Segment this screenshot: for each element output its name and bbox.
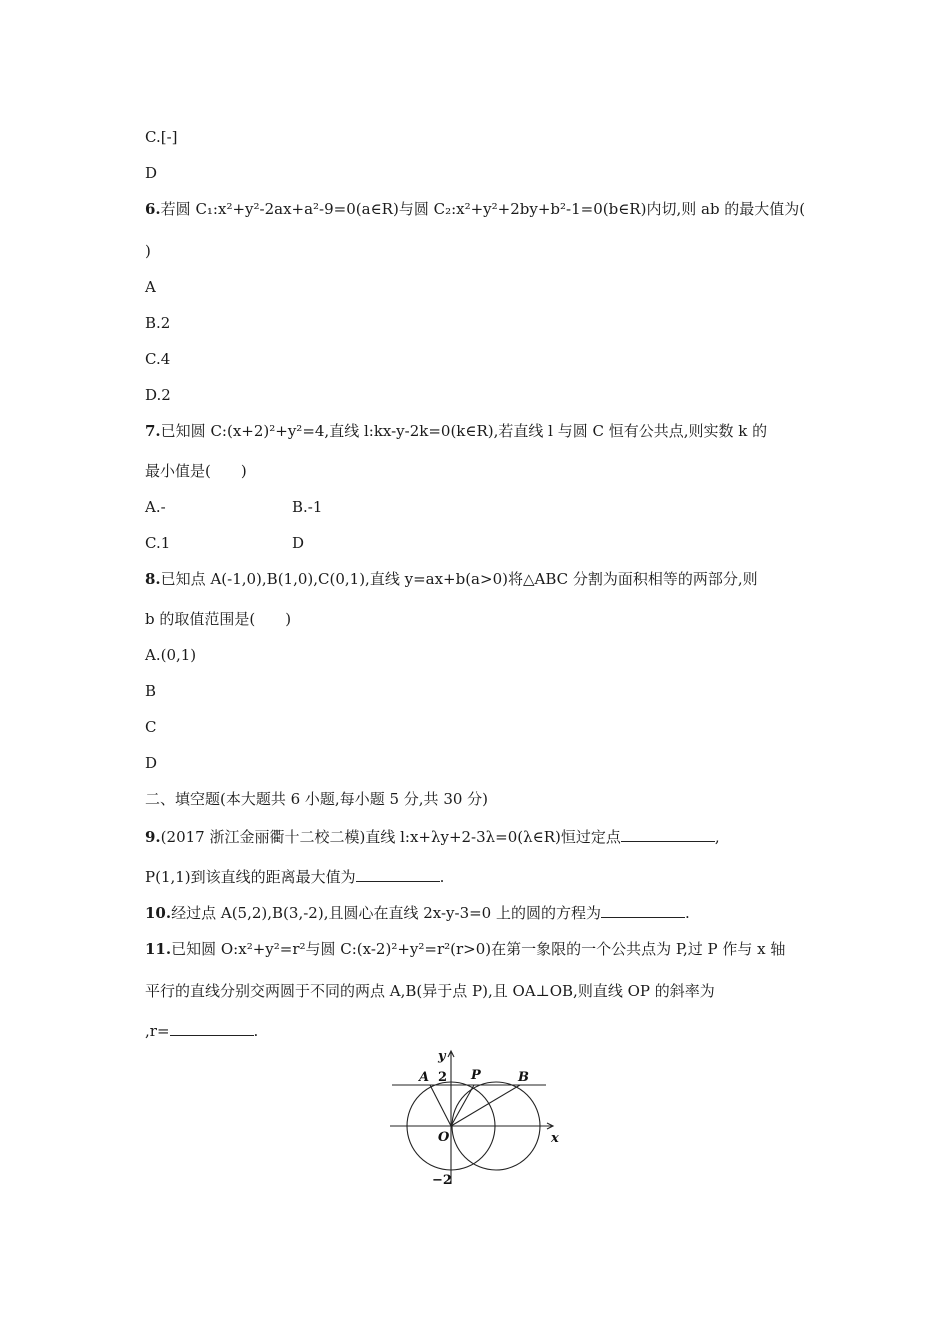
question-text: 经过点 A(5,2),B(3,-2),且圆心在直线 2x-y-3=0 上的圆的方程为 bbox=[171, 904, 601, 922]
q6-option-b: B.2 bbox=[145, 314, 171, 332]
punctuation: . bbox=[253, 1022, 259, 1040]
q7-option-b: B.-1 bbox=[292, 498, 323, 516]
point-label-b: B bbox=[518, 1070, 529, 1085]
question-9-line-2 bbox=[145, 867, 444, 887]
question-number: 7. bbox=[145, 422, 161, 440]
section-2-heading: 二、填空题(本大题共 6 小题,每小题 5 分,共 30 分) bbox=[145, 790, 489, 808]
segment-oa bbox=[430, 1085, 451, 1126]
q7-option-d: D bbox=[292, 534, 305, 552]
question-6-line-2: ) bbox=[145, 242, 151, 260]
q7-option-c: C.1 bbox=[145, 534, 171, 552]
q5-option-c: C.[-] bbox=[145, 128, 178, 146]
q6-option-d: D.2 bbox=[145, 386, 171, 404]
answer-blank[interactable] bbox=[601, 903, 685, 918]
point-label-o: O bbox=[438, 1130, 450, 1145]
segment-op bbox=[451, 1085, 474, 1126]
question-7-line-2: 最小值是( ) bbox=[145, 462, 247, 480]
question-text: ,r= bbox=[145, 1022, 170, 1040]
q8-option-a: A.(0,1) bbox=[145, 646, 197, 664]
question-text: 已知圆 C:(x+2)²+y²=4,直线 l:kx-y-2k=0(k∈R),若直线 l 与圆 C 恒有公共点,则实数 k 的 bbox=[160, 422, 768, 440]
question-number: 10. bbox=[145, 904, 172, 922]
question-number: 11. bbox=[145, 940, 172, 958]
q5-option-d: D bbox=[145, 164, 158, 182]
punctuation: . bbox=[685, 904, 690, 922]
q6-option-a: A bbox=[145, 278, 156, 296]
question-7-line-1 bbox=[145, 421, 767, 441]
question-6-line-1 bbox=[145, 199, 805, 219]
question-11-line-2: 平行的直线分别交两圆于不同的两点 A,B(异于点 P),且 OA⊥OB,则直线 OP 的斜率为 bbox=[145, 982, 715, 1000]
question-number: 8. bbox=[145, 570, 161, 588]
answer-blank[interactable] bbox=[356, 867, 440, 882]
q8-option-c: C bbox=[145, 718, 157, 736]
two-circles-figure bbox=[386, 1046, 566, 1186]
question-11-line-1 bbox=[145, 939, 785, 959]
q7-options-row-1 bbox=[145, 497, 545, 517]
question-text: (2017 浙江金丽衢十二校二模)直线 l:x+λy+2-3λ=0(λ∈R)恒过定点 bbox=[160, 828, 621, 846]
answer-blank[interactable] bbox=[170, 1021, 254, 1036]
question-text: 若圆 C₁:x²+y²-2ax+a²-9=0(a∈R)与圆 C₂:x²+y²+2by+b²-1=0(b∈R)内切,则 ab 的最大值为( bbox=[160, 200, 806, 218]
point-label-a: A bbox=[419, 1070, 430, 1085]
question-number: 9. bbox=[145, 828, 161, 846]
point-label-p: P bbox=[471, 1068, 481, 1083]
q7-option-a: A.- bbox=[145, 498, 166, 516]
question-8-line-2: b 的取值范围是( ) bbox=[145, 610, 292, 628]
punctuation: . bbox=[439, 868, 445, 886]
question-text: 已知点 A(-1,0),B(1,0),C(0,1),直线 y=ax+b(a>0)将△ABC 分割为面积相等的两部分,则 bbox=[160, 570, 758, 588]
question-text: 已知圆 O:x²+y²=r²与圆 C:(x-2)²+y²=r²(r>0)在第一象限的一个公共点为 P,过 P 作与 x 轴 bbox=[171, 940, 786, 958]
q6-option-c: C.4 bbox=[145, 350, 171, 368]
x-axis-label: x bbox=[551, 1131, 559, 1146]
segment-ob bbox=[451, 1085, 520, 1126]
tick-label-2: 2 bbox=[438, 1070, 448, 1085]
tick-label-neg2: −2 bbox=[432, 1173, 452, 1186]
question-9-line-1 bbox=[145, 827, 720, 847]
question-text: P(1,1)到该直线的距离最大值为 bbox=[145, 868, 356, 886]
question-11-line-3 bbox=[145, 1021, 258, 1041]
punctuation: , bbox=[714, 828, 720, 846]
question-number: 6. bbox=[145, 200, 161, 218]
q8-option-d: D bbox=[145, 754, 158, 772]
q8-option-b: B bbox=[145, 682, 157, 700]
q7-options-row-2 bbox=[145, 533, 545, 553]
question-10 bbox=[145, 903, 690, 923]
answer-blank[interactable] bbox=[621, 827, 715, 842]
y-axis-label: y bbox=[438, 1049, 446, 1064]
question-8-line-1 bbox=[145, 569, 758, 589]
